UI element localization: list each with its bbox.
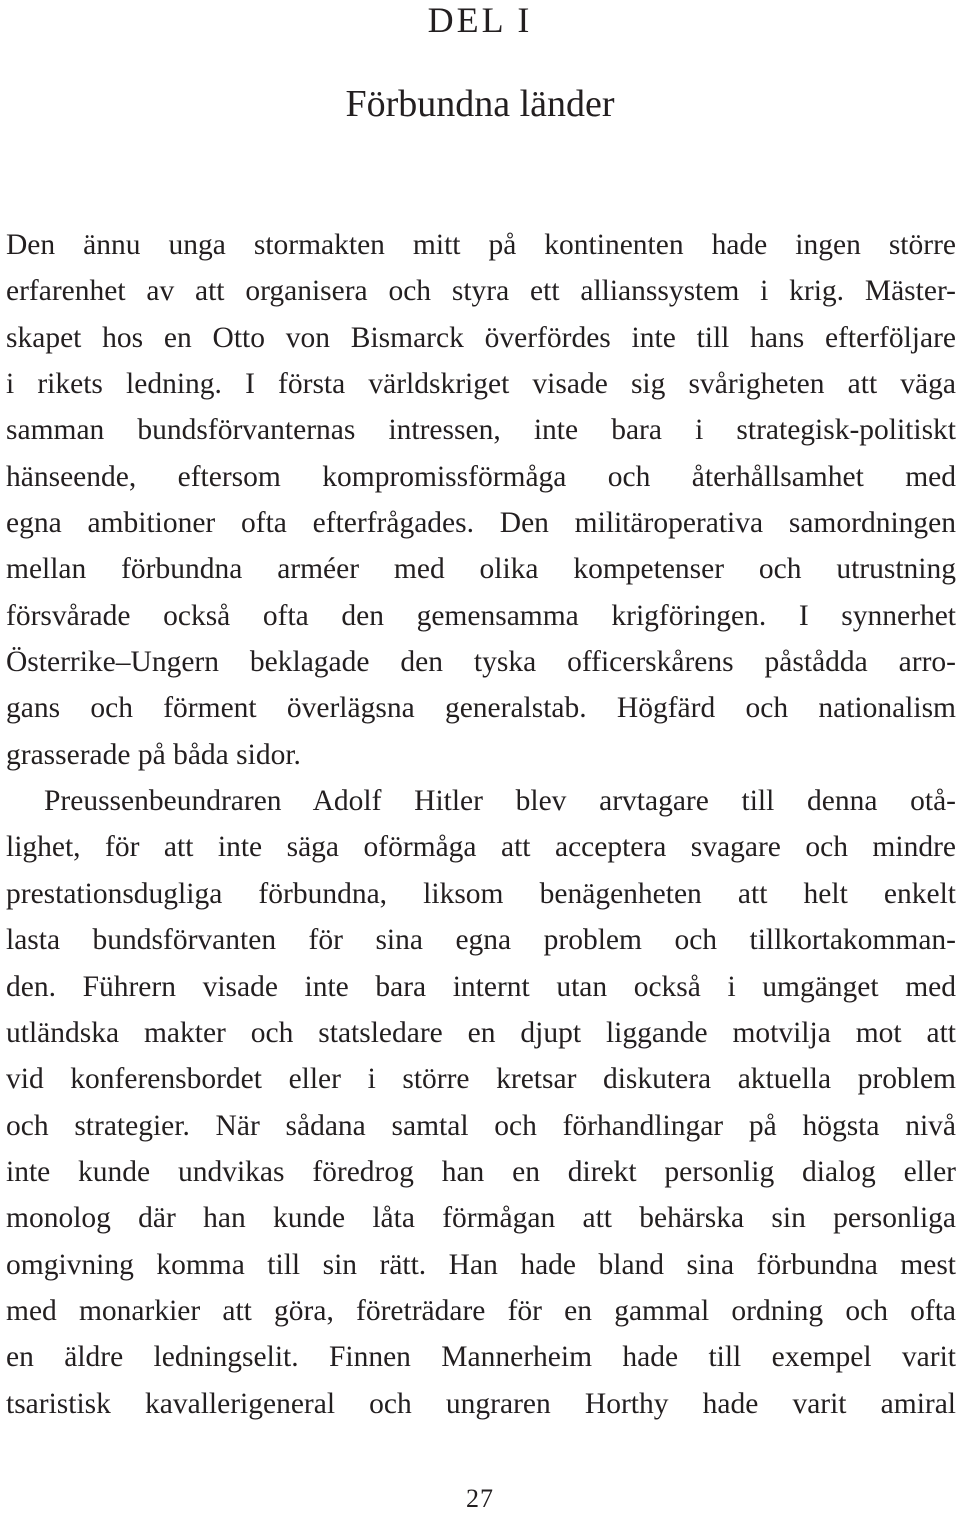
text-line: och strategier. När sådana samtal och förhandlingar på högsta nivå — [6, 1109, 956, 1142]
text-line: omgivning komma till sin rätt. Han hade bland sina förbundna mest — [6, 1248, 956, 1281]
chapter-title: Förbundna länder — [345, 83, 615, 125]
page-number: 27 — [466, 1484, 494, 1513]
text-line: vid konferensbordet eller i större kretsar diskutera aktuella problem — [6, 1063, 956, 1096]
text-line: med monarkier att göra, företrädare för en gammal ordning och ofta — [6, 1294, 956, 1327]
part-label: DEL I — [427, 0, 533, 40]
text-line: utländska makter och statsledare en djupt liggande motvilja mot att — [6, 1016, 956, 1049]
text-line: erfarenhet av att organisera och styra ett allianssystem i krig. Mäster- — [6, 275, 956, 308]
paragraph-1 — [6, 222, 956, 778]
paragraph-2 — [6, 778, 956, 1427]
text-line: lasta bundsförvanten för sina egna problem och tillkortakomman- — [6, 924, 956, 957]
text-line: hänseende, eftersom kompromissförmåga och återhållsamhet med — [6, 460, 956, 493]
text-line: lighet, för att inte säga oförmåga att acceptera svagare och mindre — [6, 831, 956, 864]
text-line: Österrike–Ungern beklagade den tyska officerskårens påstådda arro- — [6, 646, 956, 679]
text-line: en äldre ledningselit. Finnen Mannerheim hade till exempel varit — [6, 1341, 956, 1374]
text-line: Den ännu unga stormakten mitt på kontinenten hade ingen större — [6, 229, 956, 261]
text-line: försvårade också ofta den gemensamma krigföringen. I synnerhet — [6, 599, 956, 632]
text-line: samman bundsförvanternas intressen, inte bara i strategisk-politiskt — [6, 414, 956, 447]
text-line: tsaristisk kavallerigeneral och ungraren Horthy hade varit amiral — [6, 1387, 956, 1420]
text-line: gans och förment överlägsna generalstab. Högfärd och nationalism — [6, 692, 956, 725]
text-line: inte kunde undvikas föredrog han en direkt personlig dialog eller — [6, 1155, 956, 1188]
body-text — [6, 222, 956, 1427]
text-line: Preussenbeundraren Adolf Hitler blev arvtagare till denna otå- — [44, 785, 956, 818]
text-line: monolog där han kunde låta förmågan att behärska sin personliga — [6, 1202, 956, 1235]
text-line: skapet hos en Otto von Bismarck överfördes inte till hans efterföljare — [6, 321, 956, 354]
text-line: den. Führern visade inte bara internt utan också i umgänget med — [6, 970, 956, 1003]
text-line: grasserade på båda sidor. — [6, 738, 301, 771]
text-line: prestationsdugliga förbundna, liksom benägenheten att helt enkelt — [6, 877, 956, 910]
text-line: egna ambitioner ofta efterfrågades. Den militäroperativa samordningen — [6, 507, 956, 540]
text-line: mellan förbundna arméer med olika kompetenser och utrustning — [6, 553, 956, 586]
text-line: i rikets ledning. I första världskriget visade sig svårigheten att väga — [6, 368, 956, 401]
